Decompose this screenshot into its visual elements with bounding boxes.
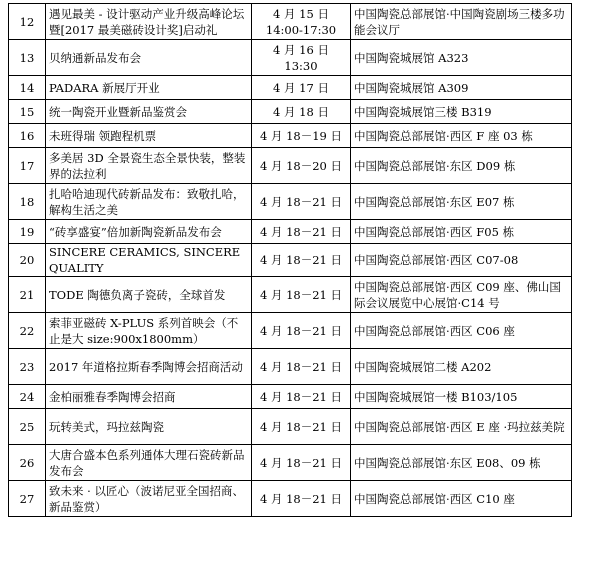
event-time xyxy=(252,100,351,124)
event-location: 中国陶瓷城展馆一楼 B103/105 xyxy=(351,385,572,409)
event-name: 2017 年道格拉斯春季陶博会招商活动 xyxy=(46,349,252,385)
row-number: 16 xyxy=(9,124,46,148)
event-time xyxy=(252,124,351,148)
event-name: SINCERE CERAMICS, SINCERE QUALITY xyxy=(46,244,252,277)
event-name: “砖享盛宴”倍加新陶瓷新品发布会 xyxy=(46,220,252,244)
event-location: 中国陶瓷总部展馆·西区 F05 栋 xyxy=(351,220,572,244)
event-time-line: 4 月 15 日 xyxy=(273,6,329,21)
row-number: 19 xyxy=(9,220,46,244)
event-time-line: 4 月 18－21 日 xyxy=(259,419,343,434)
event-location: 中国陶瓷总部展馆·东区 E08、09 栋 xyxy=(351,445,572,481)
event-location: 中国陶瓷总部展馆·西区 C09 座、佛山国际会议展览中心展馆·C14 号 xyxy=(351,277,572,313)
row-number: 23 xyxy=(9,349,46,385)
event-time-line: 4 月 18－21 日 xyxy=(259,224,343,239)
event-time-line: 4 月 18 日 xyxy=(273,104,329,119)
table-row xyxy=(9,184,572,220)
event-time xyxy=(252,313,351,349)
event-time-line: 4 月 18－21 日 xyxy=(259,253,343,267)
event-location: 中国陶瓷总部展馆·西区 C10 座 xyxy=(351,481,572,517)
table-row xyxy=(9,220,572,244)
event-time xyxy=(252,40,351,76)
event-time-line: 4 月 18－21 日 xyxy=(259,455,343,470)
event-location: 中国陶瓷城展馆二楼 A202 xyxy=(351,349,572,385)
event-time-line: 4 月 16 日 xyxy=(273,42,329,57)
event-time xyxy=(252,220,351,244)
event-time-line: 4 月 18－21 日 xyxy=(259,323,343,338)
event-name: TODE 陶德负离子瓷砖，全球首发 xyxy=(46,277,252,313)
table-row xyxy=(9,244,572,277)
row-number: 17 xyxy=(9,148,46,184)
event-name: 多美居 3D 全景瓷生态全景快装，整装界的法拉利 xyxy=(46,148,252,184)
event-schedule-body xyxy=(9,4,572,517)
table-row xyxy=(9,124,572,148)
event-time-line: 4 月 18－21 日 xyxy=(259,359,343,374)
table-row xyxy=(9,385,572,409)
event-name: 统一陶瓷开业暨新品鉴赏会 xyxy=(46,100,252,124)
event-name: 未班得瑞 领跑程机票 xyxy=(46,124,252,148)
row-number: 20 xyxy=(9,244,46,277)
event-time xyxy=(252,184,351,220)
table-row xyxy=(9,349,572,385)
event-time-line: 13:30 xyxy=(284,58,318,73)
event-name: 大唐合盛本色系列通体大理石瓷砖新品发布会 xyxy=(46,445,252,481)
table-row xyxy=(9,148,572,184)
event-name: 索菲亚磁砖 X-PLUS 系列首映会（不止是大 size:900x1800mm） xyxy=(46,313,252,349)
event-time xyxy=(252,277,351,313)
event-time-line: 14:00-17:30 xyxy=(265,22,337,37)
event-name: 遇见最美 - 设计驱动产业升级高峰论坛暨[2017 最美磁砖设计奖]启动礼 xyxy=(46,4,252,40)
event-time xyxy=(252,4,351,40)
event-time xyxy=(252,349,351,385)
row-number: 26 xyxy=(9,445,46,481)
event-location: 中国陶瓷总部展馆·东区 D09 栋 xyxy=(351,148,572,184)
event-time-line: 4 月 18－21 日 xyxy=(259,491,343,506)
event-time-line: 4 月 18－20 日 xyxy=(259,158,343,173)
row-number: 15 xyxy=(9,100,46,124)
row-number: 21 xyxy=(9,277,46,313)
table-row xyxy=(9,4,572,40)
event-time xyxy=(252,445,351,481)
table-row xyxy=(9,313,572,349)
row-number: 12 xyxy=(9,4,46,40)
event-name: 贝纳通新品发布会 xyxy=(46,40,252,76)
event-location: 中国陶瓷城展馆 A309 xyxy=(351,76,572,100)
event-location: 中国陶瓷城展馆三楼 B319 xyxy=(351,100,572,124)
event-schedule-table xyxy=(8,3,572,517)
event-location: 中国陶瓷总部展馆·西区 F 座 03 栋 xyxy=(351,124,572,148)
event-time xyxy=(252,148,351,184)
event-time-line: 4 月 18－21 日 xyxy=(259,389,343,404)
row-number: 25 xyxy=(9,409,46,445)
row-number: 14 xyxy=(9,76,46,100)
row-number: 27 xyxy=(9,481,46,517)
event-name: PADARA 新展厅开业 xyxy=(46,76,252,100)
event-location: 中国陶瓷总部展馆·西区 C06 座 xyxy=(351,313,572,349)
table-row xyxy=(9,409,572,445)
table-row xyxy=(9,481,572,517)
event-time xyxy=(252,481,351,517)
event-name: 致未来 · 以匠心（波诺尼亚全国招商、新品鉴赏） xyxy=(46,481,252,517)
event-time-line: 4 月 18－19 日 xyxy=(259,128,343,143)
event-location: 中国陶瓷城展馆 A323 xyxy=(351,40,572,76)
event-time xyxy=(252,244,351,277)
event-location: 中国陶瓷总部展馆·西区 E 座 ·玛拉兹美院 xyxy=(351,409,572,445)
event-time-line: 4 月 18－21 日 xyxy=(259,194,343,209)
row-number: 22 xyxy=(9,313,46,349)
table-row xyxy=(9,76,572,100)
event-location: 中国陶瓷总部展馆·中国陶瓷剧场三楼多功能会议厅 xyxy=(351,4,572,40)
row-number: 24 xyxy=(9,385,46,409)
row-number: 18 xyxy=(9,184,46,220)
event-time xyxy=(252,409,351,445)
table-row xyxy=(9,100,572,124)
table-row xyxy=(9,40,572,76)
table-row xyxy=(9,277,572,313)
event-time-line: 4 月 18－21 日 xyxy=(259,287,343,302)
event-name: 扎哈哈迪现代砖新品发布：致敬扎哈，解构生活之美 xyxy=(46,184,252,220)
event-name: 金柏丽雅春季陶博会招商 xyxy=(46,385,252,409)
event-location: 中国陶瓷总部展馆·东区 E07 栋 xyxy=(351,184,572,220)
event-time-line: 4 月 17 日 xyxy=(273,80,329,95)
table-row xyxy=(9,445,572,481)
event-location: 中国陶瓷总部展馆·西区 C07-08 xyxy=(351,244,572,277)
event-time xyxy=(252,76,351,100)
event-name: 玩转美式，玛拉兹陶瓷 xyxy=(46,409,252,445)
event-time xyxy=(252,385,351,409)
row-number: 13 xyxy=(9,40,46,76)
